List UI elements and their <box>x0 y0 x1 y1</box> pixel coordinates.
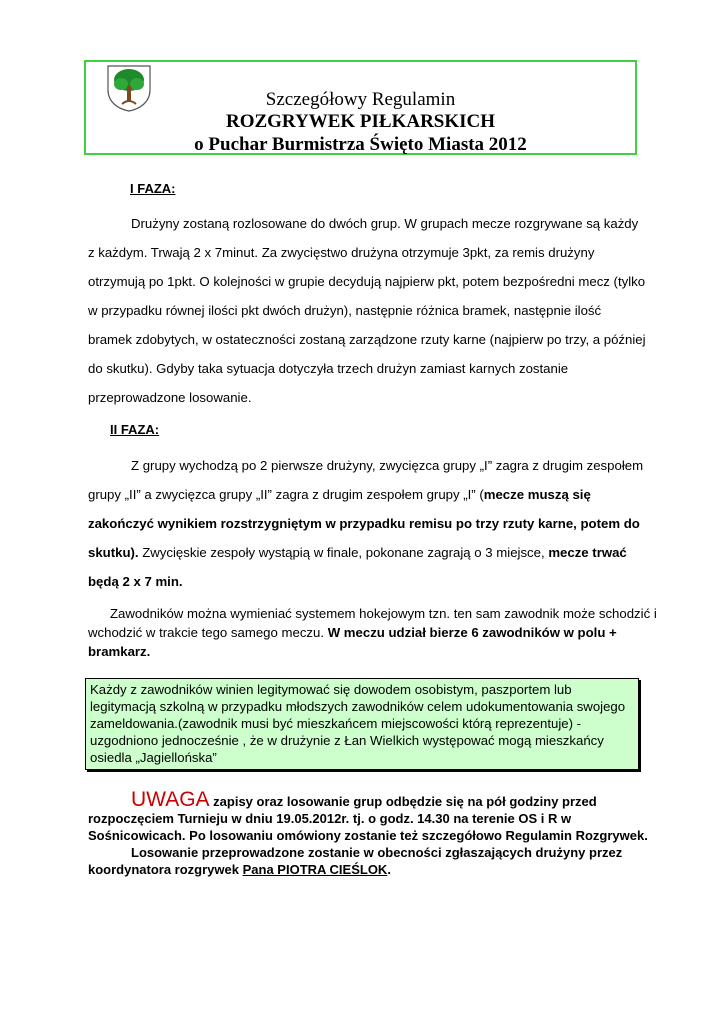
title-cup: o Puchar Burmistrza Święto Miasta 2012 <box>194 134 527 155</box>
notice-text2: Losowanie przeprowadzone zostanie w obecności zgłaszających drużyny przez koordynatora rozgrywek <box>88 845 623 877</box>
phase2-heading: II FAZA: <box>110 422 160 437</box>
title-regulation: Szczegółowy Regulamin <box>265 89 456 110</box>
notice-block <box>88 788 658 878</box>
legitimation-text: Każdy z zawodników winien legitymować się dowodem osobistym, paszportem lub legitymacją szkolną w przypadku młodszych zawodników celem udokumentowania swojego zameldowania.(zawodnik musi być mieszkańcem miejscowości którą reprezentuje) - uzgodniono jednocześnie , że w drużynie z Łan Wielkich występować mogą mieszkańcy osiedla „Jagiellońska” <box>90 682 626 765</box>
header-box <box>84 60 637 155</box>
substitutions-bold: W meczu udział bierze 6 zawodników w polu + bramkarz. <box>88 625 617 659</box>
title-tournament: ROZGRYWEK PIŁKARSKICH <box>225 111 496 132</box>
coordinator-name: Pana PIOTRA CIEŚLOK <box>242 862 388 877</box>
substitutions-paragraph <box>88 604 658 661</box>
notice-end: . <box>387 862 391 877</box>
notice-text1: zapisy oraz losowanie grup odbędzie się na pół godziny przed rozpoczęciem Turnieju w dniu 19.05.2012r. tj. o godz. 14.30 na terenie OS i R w Sośnicowicach. Po losowaniu omówiony zostanie też szczegółowo Regulamin Rozgrywek. <box>88 794 648 843</box>
phase1-heading: I FAZA: <box>130 181 176 196</box>
legitimation-box <box>85 678 639 770</box>
phase2-bold-a: mecze muszą się zakończyć wynikiem rozstrzygniętym w przypadku remisu po trzy rzuty karne, potem do skutku). <box>88 487 640 560</box>
phase1-paragraph <box>88 209 648 412</box>
phase1-text: Drużyny zostaną rozlosowane do dwóch grup. W grupach mecze rozgrywane są każdy z każdym. Trwają 2 x 7minut. Za zwycięstwo drużyna otrzymuje 3pkt, za remis drużyny otrzymują po 1pkt. O kolejności w grupie decydują najpierw pkt, potem bezpośredni mecz (tylko w przypadku równej ilości pkt dwóch drużyn), następnie różnica bramek, następnie ilość bramek zdobytych, w ostateczności zostaną zarządzone rzuty karne (najpierw po trzy, a później do skutku). Gdyby taka sytuacja dotyczyła trzech drużyn zamiast karnych zostanie przeprowadzone losowanie. <box>88 216 646 405</box>
phase2-paragraph <box>88 451 648 596</box>
uwaga-label: UWAGA <box>131 788 210 811</box>
phase2-bold-b: mecze trwać będą 2 x 7 min. <box>88 545 627 589</box>
phase2-text-b: Zwycięskie zespoły wystąpią w finale, pokonane zagrają o 3 miejsce, <box>138 545 549 560</box>
substitutions-text: Zawodników można wymieniać systemem hokejowym tzn. ten sam zawodnik może schodzić i wchodzić w trakcie tego samego meczu. <box>88 606 657 640</box>
phase2-text-a: Z grupy wychodzą po 2 pierwsze drużyny, zwycięzca grupy „I” zagra z drugim zespołem grupy „II” a zwycięzca grupy „II” zagra z drugim zespołem grupy „I” ( <box>88 458 644 502</box>
